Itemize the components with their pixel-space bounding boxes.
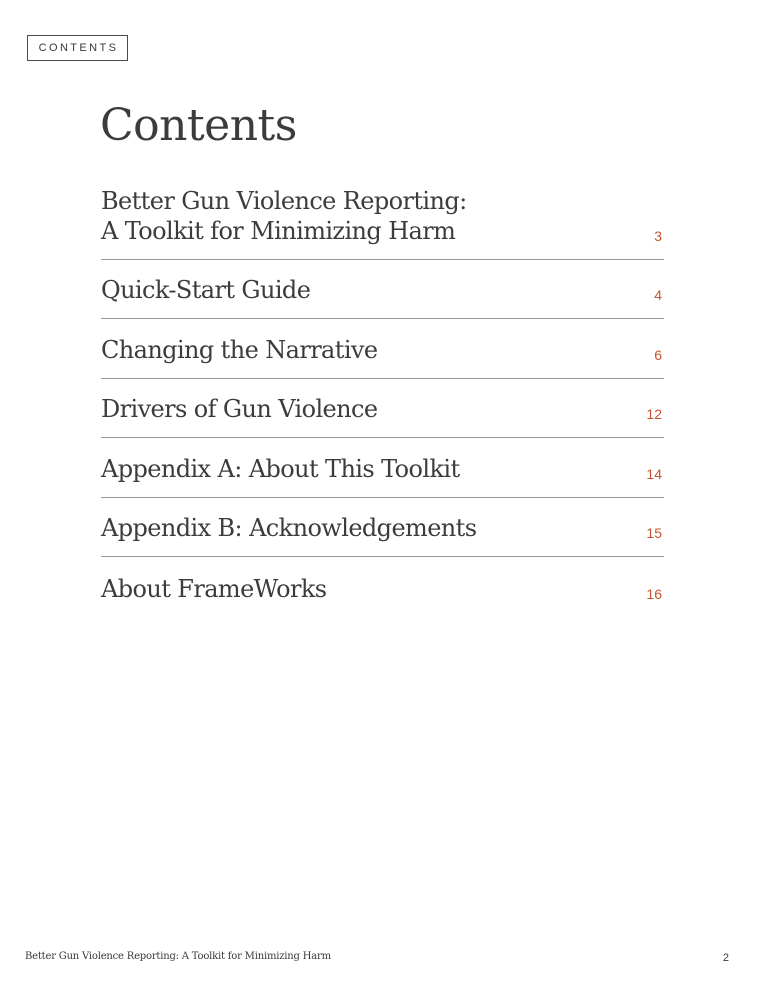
toc-entry-appendix-b[interactable] [101, 498, 664, 558]
toc-entry-label[interactable]: Quick-Start Guide [101, 276, 311, 304]
toc-entry-label-line-1: Better Gun Violence Reporting: [101, 186, 467, 215]
toc-entry-label[interactable]: Appendix A: About This Toolkit [101, 454, 460, 483]
footer-document-title: Better Gun Violence Reporting: A Toolkit for Minimizing Harm [25, 951, 331, 962]
toc-entry-toolkit[interactable] [101, 185, 664, 260]
toc-page-number: 4 [654, 287, 662, 303]
section-tag: CONTENTS [27, 35, 128, 61]
toc-page-number: 15 [646, 525, 662, 541]
toc-entry-label[interactable] [101, 186, 467, 246]
toc-entry-drivers[interactable] [101, 379, 664, 439]
toc-entry-label-line-2: A Toolkit for Minimizing Harm [101, 216, 456, 245]
toc-page-number: 14 [646, 465, 662, 482]
toc-entry-label[interactable]: Appendix B: Acknowledgements [101, 514, 477, 542]
toc-entry-changing-narrative[interactable] [101, 319, 664, 379]
toc-entry-label[interactable]: Drivers of Gun Violence [101, 395, 378, 423]
toc-entry-quick-start[interactable] [101, 260, 664, 320]
table-of-contents [101, 185, 664, 617]
toc-entry-about-frameworks[interactable] [101, 557, 664, 617]
toc-page-number: 12 [646, 406, 662, 422]
toc-entry-label[interactable]: About FrameWorks [101, 574, 327, 603]
footer-page-number: 2 [722, 952, 729, 964]
toc-page-number: 16 [646, 585, 662, 602]
toc-page-number: 6 [654, 346, 662, 363]
page-title: Contents [100, 100, 297, 151]
toc-page-number: 3 [654, 227, 662, 244]
toc-entry-label[interactable]: Changing the Narrative [101, 335, 378, 364]
toc-entry-appendix-a[interactable] [101, 438, 664, 498]
